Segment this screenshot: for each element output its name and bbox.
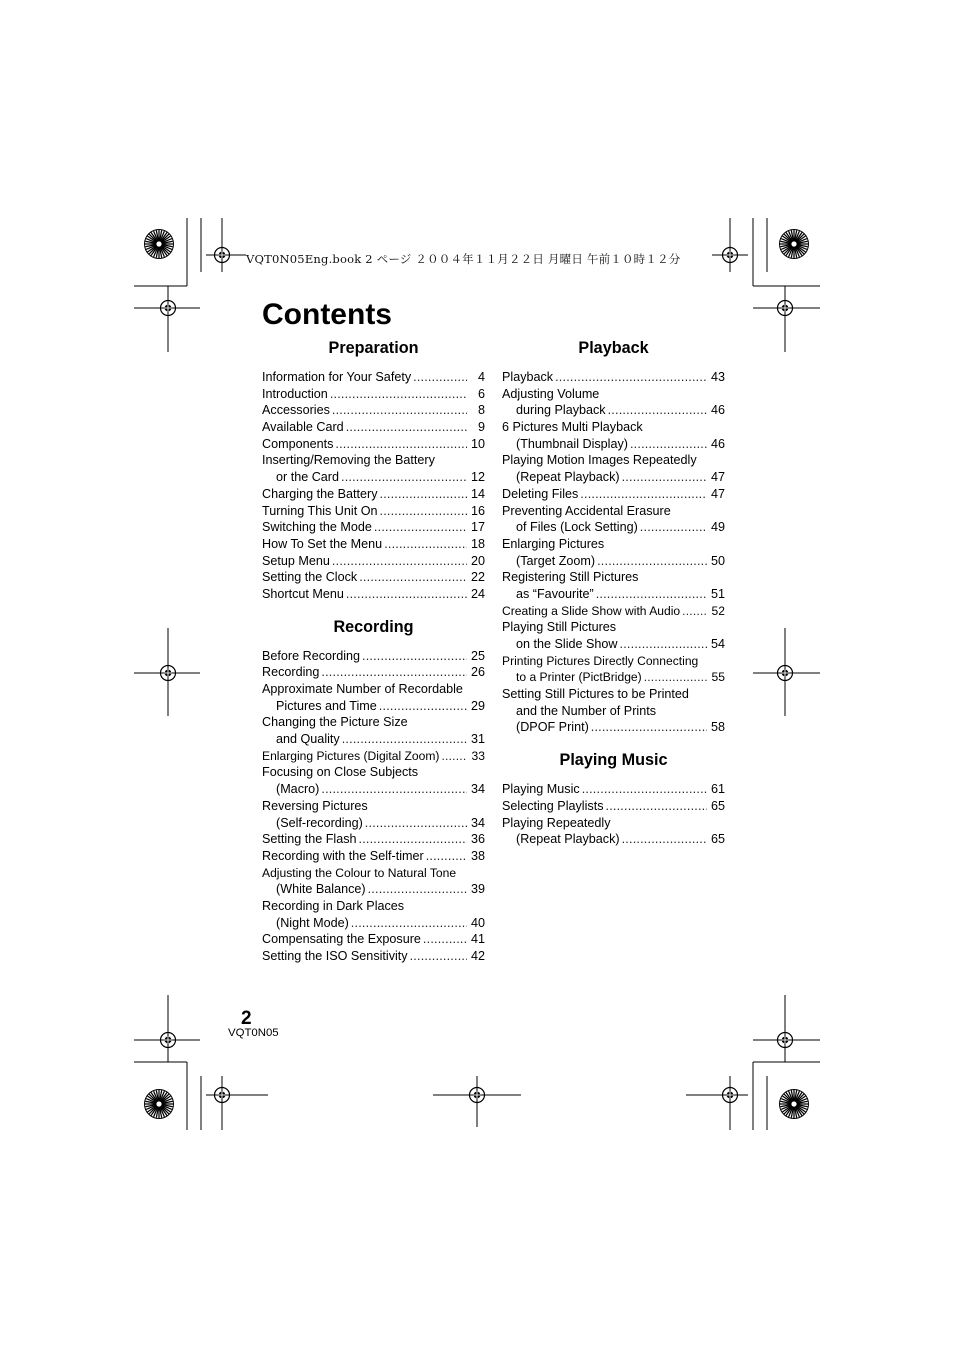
toc-entry xyxy=(262,452,485,485)
toc-page-number: 42 xyxy=(470,949,485,963)
toc-page-number: 4 xyxy=(477,370,485,384)
toc-entry-title: Approximate Number of Recordable xyxy=(262,682,463,696)
toc-entry-row xyxy=(262,569,485,586)
toc-page-number: 6 xyxy=(477,386,485,401)
toc-entry-title: Enlarging Pictures xyxy=(502,536,605,551)
dot-leader xyxy=(362,648,467,665)
toc-entry-title: Switching the Mode xyxy=(262,520,372,535)
toc-entry-row xyxy=(262,586,485,603)
toc-page-number: 24 xyxy=(470,586,485,601)
toc-entry-title: Setup Menu xyxy=(262,553,330,568)
toc-page-number: 22 xyxy=(470,570,485,585)
toc-page-number: 12 xyxy=(470,470,485,485)
toc-entry-title: Playing Motion Images Repeatedly xyxy=(502,453,697,468)
toc-entry-title: Adjusting the Colour to Natural Tone xyxy=(262,865,457,880)
dot-leader xyxy=(582,781,707,798)
toc-entry xyxy=(262,536,485,553)
dot-leader xyxy=(379,698,467,715)
toc-entry xyxy=(502,798,725,815)
toc-entry-title: Recording in Dark Places xyxy=(262,898,405,913)
toc-entry xyxy=(502,419,725,452)
toc-entry-title: and Quality xyxy=(276,732,340,747)
toc-entry-row xyxy=(502,636,725,653)
toc-entry-line xyxy=(262,764,485,781)
dot-leader xyxy=(335,436,467,453)
toc-entry-line xyxy=(262,865,485,882)
toc-entry xyxy=(262,402,485,419)
toc-entry-title: 6 Pictures Multi Playback xyxy=(502,420,643,435)
dot-leader xyxy=(384,536,467,553)
toc-entry-title: on the Slide Show xyxy=(516,637,618,651)
toc-entry-title: Shortcut Menu xyxy=(262,586,344,601)
toc-entry-row xyxy=(262,386,485,403)
toc-entry xyxy=(262,748,485,765)
toc-entry-title: Creating a Slide Show with Audio xyxy=(502,603,681,618)
toc-entry-title: Preventing Accidental Erasure xyxy=(502,503,671,518)
toc-entry-title: Reversing Pictures xyxy=(262,798,368,813)
toc-entry-title: Changing the Picture Size xyxy=(262,715,408,730)
toc-page-number: 34 xyxy=(470,782,485,797)
toc-entry xyxy=(262,648,485,665)
dot-leader xyxy=(426,848,467,865)
toc-entry xyxy=(262,931,485,948)
dot-leader xyxy=(596,586,707,603)
dot-leader xyxy=(630,436,707,453)
dot-leader xyxy=(374,519,467,536)
toc-entry-row xyxy=(262,519,485,536)
toc-entry xyxy=(262,865,485,898)
toc-entry-line xyxy=(262,714,485,731)
toc-entry-title: (Repeat Playback) xyxy=(516,470,620,485)
toc-entry xyxy=(262,386,485,403)
section-title-preparation: Preparation xyxy=(328,339,419,357)
toc-page-number: 61 xyxy=(710,782,725,797)
toc-entry xyxy=(502,653,725,686)
toc-entry-row xyxy=(502,369,725,386)
toc-page-number: 29 xyxy=(470,698,485,713)
toc-entry-row xyxy=(262,486,485,503)
toc-entry-row xyxy=(262,748,485,765)
toc-entry xyxy=(502,686,725,736)
toc-left-column xyxy=(262,337,485,965)
dot-leader xyxy=(591,719,707,736)
toc-entry-title: Turning This Unit On xyxy=(262,503,378,518)
dot-leader xyxy=(332,553,467,570)
toc-entry-row xyxy=(262,648,485,665)
toc-entry-row xyxy=(262,402,485,419)
toc-entry-title: Before Recording xyxy=(262,648,361,663)
toc-entry xyxy=(262,664,485,681)
toc-right-column xyxy=(502,337,725,848)
toc-entry-line xyxy=(502,452,725,469)
dot-leader xyxy=(321,781,467,798)
toc-entry-row xyxy=(262,664,485,681)
toc-list-preparation xyxy=(262,369,485,603)
toc-entry-line xyxy=(502,703,725,720)
toc-page-number: 50 xyxy=(710,553,725,568)
dot-leader xyxy=(342,731,467,748)
toc-entry-title: of Files (Lock Setting) xyxy=(516,520,638,535)
dot-leader xyxy=(597,553,707,570)
dot-leader xyxy=(359,569,467,586)
toc-entry-title: Introduction xyxy=(262,386,328,401)
print-header: VQT0N05Eng.book 2 ページ ２００４年１１月２２日 月曜日 午前１０時１２分 xyxy=(246,252,681,266)
section-title-recording: Recording xyxy=(333,617,414,636)
toc-entry-title: Adjusting Volume xyxy=(502,386,600,401)
toc-entry-row xyxy=(262,698,485,715)
toc-entry xyxy=(502,486,725,503)
dot-leader xyxy=(644,669,707,686)
toc-entry xyxy=(262,798,485,831)
toc-page-number: 47 xyxy=(710,486,725,501)
dot-leader xyxy=(321,664,467,681)
toc-entry-row xyxy=(262,931,485,948)
toc-entry-row xyxy=(502,436,725,453)
toc-entry-row xyxy=(502,519,725,536)
toc-entry-line xyxy=(502,536,725,553)
toc-page-number: 58 xyxy=(710,720,725,735)
dot-leader xyxy=(413,369,467,386)
toc-entry-row xyxy=(502,469,725,486)
toc-entry-line xyxy=(502,815,725,832)
toc-entry-title: Pictures and Time xyxy=(276,698,377,713)
toc-page-number: 25 xyxy=(470,648,485,663)
toc-entry-line xyxy=(502,569,725,586)
toc-entry-row xyxy=(262,881,485,898)
toc-entry-row xyxy=(262,815,485,832)
dot-leader xyxy=(640,519,707,536)
toc-entry-line xyxy=(262,798,485,815)
toc-entry xyxy=(262,681,485,714)
toc-page-number: 17 xyxy=(470,520,485,535)
toc-page-number: 34 xyxy=(470,815,485,830)
toc-entry-title: as “Favourite” xyxy=(516,586,594,601)
toc-page-number: 46 xyxy=(710,436,725,451)
toc-entry xyxy=(262,419,485,436)
toc-entry-title: Setting the Flash xyxy=(262,832,357,847)
dot-leader xyxy=(441,748,467,765)
toc-page-number: 18 xyxy=(470,536,485,551)
toc-page-number: 43 xyxy=(710,370,725,384)
toc-entry xyxy=(262,436,485,453)
toc-page-number: 14 xyxy=(470,486,485,501)
dot-leader xyxy=(620,636,707,653)
dot-leader xyxy=(346,586,467,603)
toc-entry-row xyxy=(502,603,725,620)
toc-entry-title: (Target Zoom) xyxy=(516,553,596,568)
toc-entry-line xyxy=(502,686,725,703)
toc-entry-title: Selecting Playlists xyxy=(502,798,604,813)
toc-page-number: 65 xyxy=(710,798,725,813)
toc-entry-title: (Night Mode) xyxy=(276,915,349,930)
toc-entry-line xyxy=(502,419,725,436)
toc-entry-title: (Thumbnail Display) xyxy=(516,436,628,451)
dot-leader xyxy=(351,915,467,932)
dot-leader xyxy=(606,798,708,815)
dot-leader xyxy=(622,831,707,848)
toc-entry-line xyxy=(262,452,485,469)
toc-page-number: 8 xyxy=(477,403,485,418)
toc-entry-title: (White Balance) xyxy=(276,882,366,897)
toc-entry xyxy=(502,781,725,798)
toc-entry-row xyxy=(502,669,725,686)
toc-entry-row xyxy=(502,781,725,798)
toc-page-number: 41 xyxy=(470,932,485,947)
toc-list-playing-music xyxy=(502,781,725,848)
toc-entry-title: Playing Still Pictures xyxy=(502,620,617,635)
toc-entry-title: Registering Still Pictures xyxy=(502,570,639,585)
toc-entry-row xyxy=(262,469,485,486)
toc-page-number: 31 xyxy=(470,732,485,747)
toc-entry-row xyxy=(262,848,485,865)
toc-entry-title: (Self-recording) xyxy=(276,815,363,830)
section-title-playing-music: Playing Music xyxy=(559,751,668,770)
toc-entry-row xyxy=(262,536,485,553)
toc-entry-row xyxy=(502,586,725,603)
toc-entry-title: during Playback xyxy=(516,403,606,418)
toc-entry xyxy=(502,603,725,620)
toc-entry xyxy=(502,536,725,569)
dot-leader xyxy=(608,402,707,419)
toc-entry-title: Charging the Battery xyxy=(262,486,378,501)
toc-page-number: 47 xyxy=(710,470,725,485)
toc-entry-title: Compensating the Exposure xyxy=(262,932,421,947)
toc-entry-title: or the Card xyxy=(276,470,339,485)
toc-entry-title: Playback xyxy=(502,370,554,384)
toc-entry-title: (Repeat Playback) xyxy=(516,832,620,847)
toc-page-number: 52 xyxy=(711,603,725,618)
dot-leader xyxy=(555,369,707,386)
toc-page-number: 65 xyxy=(710,832,725,847)
toc-list-playback xyxy=(502,369,725,736)
toc-entry-title: Recording xyxy=(262,665,320,680)
toc-entry-title: Printing Pictures Directly Connecting xyxy=(502,653,699,668)
toc-page-number: 9 xyxy=(477,420,485,435)
toc-entry xyxy=(262,898,485,931)
toc-entry-row xyxy=(502,719,725,736)
toc-entry-row xyxy=(262,781,485,798)
toc-page-number: 33 xyxy=(471,748,485,763)
dot-leader xyxy=(410,948,467,965)
dot-leader xyxy=(622,469,707,486)
dot-leader xyxy=(346,419,467,436)
toc-entry-title: Enlarging Pictures (Digital Zoom) xyxy=(262,748,440,763)
toc-page-number: 39 xyxy=(470,882,485,897)
toc-entry-row xyxy=(502,831,725,848)
toc-page-number: 20 xyxy=(470,553,485,568)
toc-entry xyxy=(502,503,725,536)
toc-entry-row xyxy=(502,402,725,419)
toc-entry-title: Setting Still Pictures to be Printed xyxy=(502,687,689,702)
toc-entry xyxy=(262,553,485,570)
toc-entry-row xyxy=(262,948,485,965)
toc-entry-row xyxy=(262,436,485,453)
toc-entry-line xyxy=(502,653,725,670)
dot-leader xyxy=(341,469,467,486)
toc-page-number: 40 xyxy=(470,915,485,930)
toc-entry-row xyxy=(262,553,485,570)
toc-entry xyxy=(262,586,485,603)
toc-entry-row xyxy=(502,553,725,570)
dot-leader xyxy=(368,881,467,898)
toc-page-number: 49 xyxy=(710,520,725,535)
toc-entry xyxy=(502,619,725,652)
toc-entry xyxy=(262,948,485,965)
toc-entry-line xyxy=(502,386,725,403)
toc-entry xyxy=(502,386,725,419)
toc-entry xyxy=(502,569,725,602)
section-title-playback: Playback xyxy=(578,339,649,357)
dot-leader xyxy=(380,503,468,520)
dot-leader xyxy=(682,603,707,620)
toc-page-number: 16 xyxy=(470,503,485,518)
dot-leader xyxy=(330,386,467,403)
toc-entry xyxy=(262,503,485,520)
toc-entry-line xyxy=(502,503,725,520)
page-code: VQT0N05 xyxy=(228,1027,279,1039)
toc-entry-line xyxy=(502,619,725,636)
toc-entry-row xyxy=(502,798,725,815)
toc-entry-row xyxy=(262,915,485,932)
toc-entry-row xyxy=(262,503,485,520)
toc-entry-title: Recording with the Self-timer xyxy=(262,848,424,863)
toc-entry-title: Available Card xyxy=(262,420,344,435)
toc-entry xyxy=(262,486,485,503)
toc-entry-title: Deleting Files xyxy=(502,486,579,501)
toc-entry xyxy=(262,369,485,386)
toc-page-number: 38 xyxy=(470,848,485,863)
dot-leader xyxy=(365,815,467,832)
toc-entry-row xyxy=(262,369,485,386)
toc-entry-title: How To Set the Menu xyxy=(262,536,383,551)
toc-entry-row xyxy=(502,486,725,503)
toc-entry xyxy=(262,714,485,747)
page-number: 2 xyxy=(241,1008,252,1029)
toc-entry-title: and the Number of Prints xyxy=(516,703,657,718)
toc-entry-row xyxy=(262,831,485,848)
toc-entry xyxy=(262,519,485,536)
toc-page-number: 54 xyxy=(710,637,725,651)
toc-page-number: 46 xyxy=(710,403,725,418)
toc-entry-title: Information for Your Safety xyxy=(262,370,412,384)
toc-entry-line xyxy=(262,898,485,915)
toc-entry-title: Playing Repeatedly xyxy=(502,815,611,830)
toc-entry-title: Focusing on Close Subjects xyxy=(262,765,419,780)
page-title: Contents xyxy=(262,298,392,331)
toc-page-number: 36 xyxy=(470,832,485,847)
toc-page-number: 26 xyxy=(470,665,485,680)
toc-entry-title: (Macro) xyxy=(276,782,320,797)
toc-entry xyxy=(262,848,485,865)
toc-entry-title: Inserting/Removing the Battery xyxy=(262,453,435,468)
toc-page-number: 10 xyxy=(470,436,485,451)
dot-leader xyxy=(423,931,467,948)
dot-leader xyxy=(332,402,467,419)
toc-entry-line xyxy=(262,681,485,698)
toc-entry-row xyxy=(262,419,485,436)
toc-entry xyxy=(502,452,725,485)
toc-entry xyxy=(262,569,485,586)
dot-leader xyxy=(380,486,467,503)
toc-entry-title: to a Printer (PictBridge) xyxy=(516,670,642,685)
toc-entry-title: Playing Music xyxy=(502,782,580,797)
toc-page-number: 51 xyxy=(710,586,725,601)
toc-entry-title: Setting the ISO Sensitivity xyxy=(262,949,408,963)
toc-entry-title: (DPOF Print) xyxy=(516,720,589,735)
toc-entry xyxy=(262,831,485,848)
toc-list-recording xyxy=(262,648,485,965)
toc-page-number: 55 xyxy=(711,670,725,685)
dot-leader xyxy=(580,486,707,503)
toc-entry xyxy=(262,764,485,797)
toc-entry-title: Components xyxy=(262,436,334,451)
toc-entry-title: Accessories xyxy=(262,403,330,418)
toc-entry-row xyxy=(262,731,485,748)
toc-entry xyxy=(502,815,725,848)
toc-entry xyxy=(502,369,725,386)
toc-entry-title: Setting the Clock xyxy=(262,570,358,585)
dot-leader xyxy=(359,831,467,848)
